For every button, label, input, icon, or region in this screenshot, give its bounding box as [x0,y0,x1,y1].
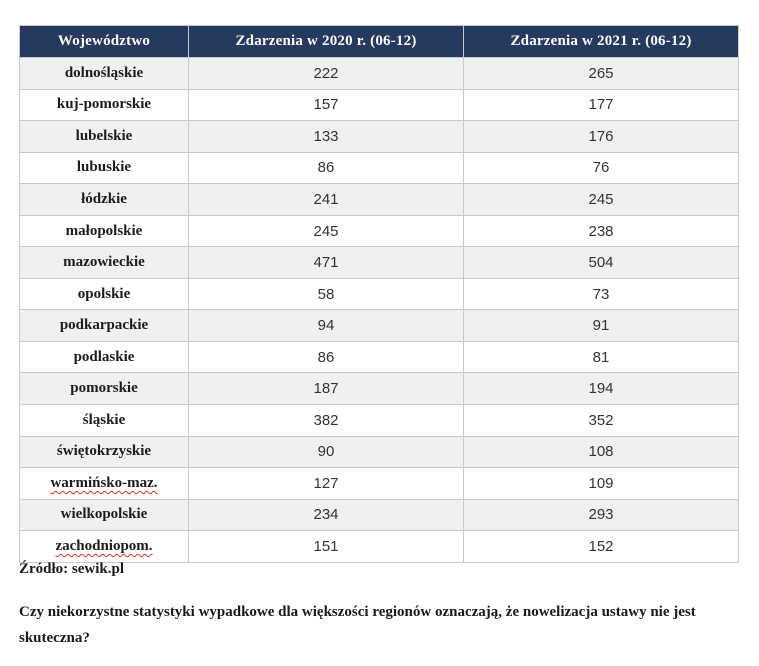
value-2021-cell: 176 [464,121,739,153]
region-name: mazowieckie [63,254,145,271]
table-header-row [20,26,739,58]
region-name: zachodniopom. [55,537,153,554]
region-name: kuj-pomorskie [56,96,152,113]
data-table-container [19,25,738,563]
region-name: opolskie [77,285,131,302]
value-2021-cell: 108 [464,436,739,468]
value-2020-cell: 86 [189,341,464,373]
region-cell [20,247,189,279]
region-name: świętokrzyskie [56,443,152,460]
value-2021-cell: 352 [464,405,739,437]
value-2021-cell: 238 [464,215,739,247]
value-2021-cell: 194 [464,373,739,405]
value-2021-cell: 504 [464,247,739,279]
source-text: Źródło: sewik.pl [19,561,125,577]
region-name: dolnośląskie [64,64,144,81]
region-name: pomorskie [70,380,138,397]
value-2020-cell: 94 [189,310,464,342]
header-region: Województwo [20,26,189,58]
value-2020-cell: 58 [189,278,464,310]
region-cell [20,215,189,247]
table-row [20,278,739,310]
header-2021: Zdarzenia w 2021 r. (06-12) [464,26,739,58]
region-name: podlaskie [73,348,135,365]
region-name: łódzkie [81,190,127,207]
region-name: małopolskie [65,222,143,239]
table-row [20,373,739,405]
value-2020-cell: 241 [189,184,464,216]
source-note [19,561,124,578]
question-paragraph[interactable] [19,599,741,651]
region-cell [20,278,189,310]
region-cell [20,436,189,468]
region-cell [20,499,189,531]
table-row [20,468,739,500]
value-2020-cell: 222 [189,58,464,90]
table-row [20,215,739,247]
region-cell [20,468,189,500]
value-2021-cell: 245 [464,184,739,216]
table-row [20,341,739,373]
question-text: Czy niekorzystne statystyki wypadkowe dla większości regionów oznaczają, że nowelizacja ustawy nie jest skuteczna? [19,604,696,646]
region-cell [20,89,189,121]
region-cell [20,531,189,563]
value-2021-cell: 81 [464,341,739,373]
region-name: lubelskie [75,127,133,144]
region-cell [20,405,189,437]
value-2020-cell: 151 [189,531,464,563]
region-name: śląskie [82,411,126,428]
region-cell [20,58,189,90]
value-2020-cell: 86 [189,152,464,184]
table-row [20,499,739,531]
value-2020-cell: 471 [189,247,464,279]
value-2021-cell: 76 [464,152,739,184]
table-row [20,247,739,279]
table-row [20,58,739,90]
table-row [20,436,739,468]
value-2020-cell: 133 [189,121,464,153]
value-2021-cell: 293 [464,499,739,531]
region-cell [20,184,189,216]
value-2020-cell: 157 [189,89,464,121]
value-2021-cell: 91 [464,310,739,342]
value-2020-cell: 127 [189,468,464,500]
value-2021-cell: 265 [464,58,739,90]
table-row [20,531,739,563]
value-2020-cell: 90 [189,436,464,468]
region-name: lubuskie [76,159,132,176]
region-cell [20,310,189,342]
value-2021-cell: 73 [464,278,739,310]
table-row [20,310,739,342]
region-cell [20,152,189,184]
table-row [20,152,739,184]
region-cell [20,341,189,373]
value-2020-cell: 382 [189,405,464,437]
value-2020-cell: 187 [189,373,464,405]
region-cell [20,373,189,405]
value-2021-cell: 177 [464,89,739,121]
table-row [20,184,739,216]
region-name: warmińsko-maz. [50,474,158,491]
region-name: podkarpackie [59,317,149,334]
accidents-table [19,25,739,563]
value-2020-cell: 234 [189,499,464,531]
region-cell [20,121,189,153]
value-2020-cell: 245 [189,215,464,247]
table-row [20,121,739,153]
value-2021-cell: 152 [464,531,739,563]
table-row [20,89,739,121]
value-2021-cell: 109 [464,468,739,500]
header-2020: Zdarzenia w 2020 r. (06-12) [189,26,464,58]
table-row [20,405,739,437]
table-body [20,58,739,563]
region-name: wielkopolskie [60,506,148,523]
